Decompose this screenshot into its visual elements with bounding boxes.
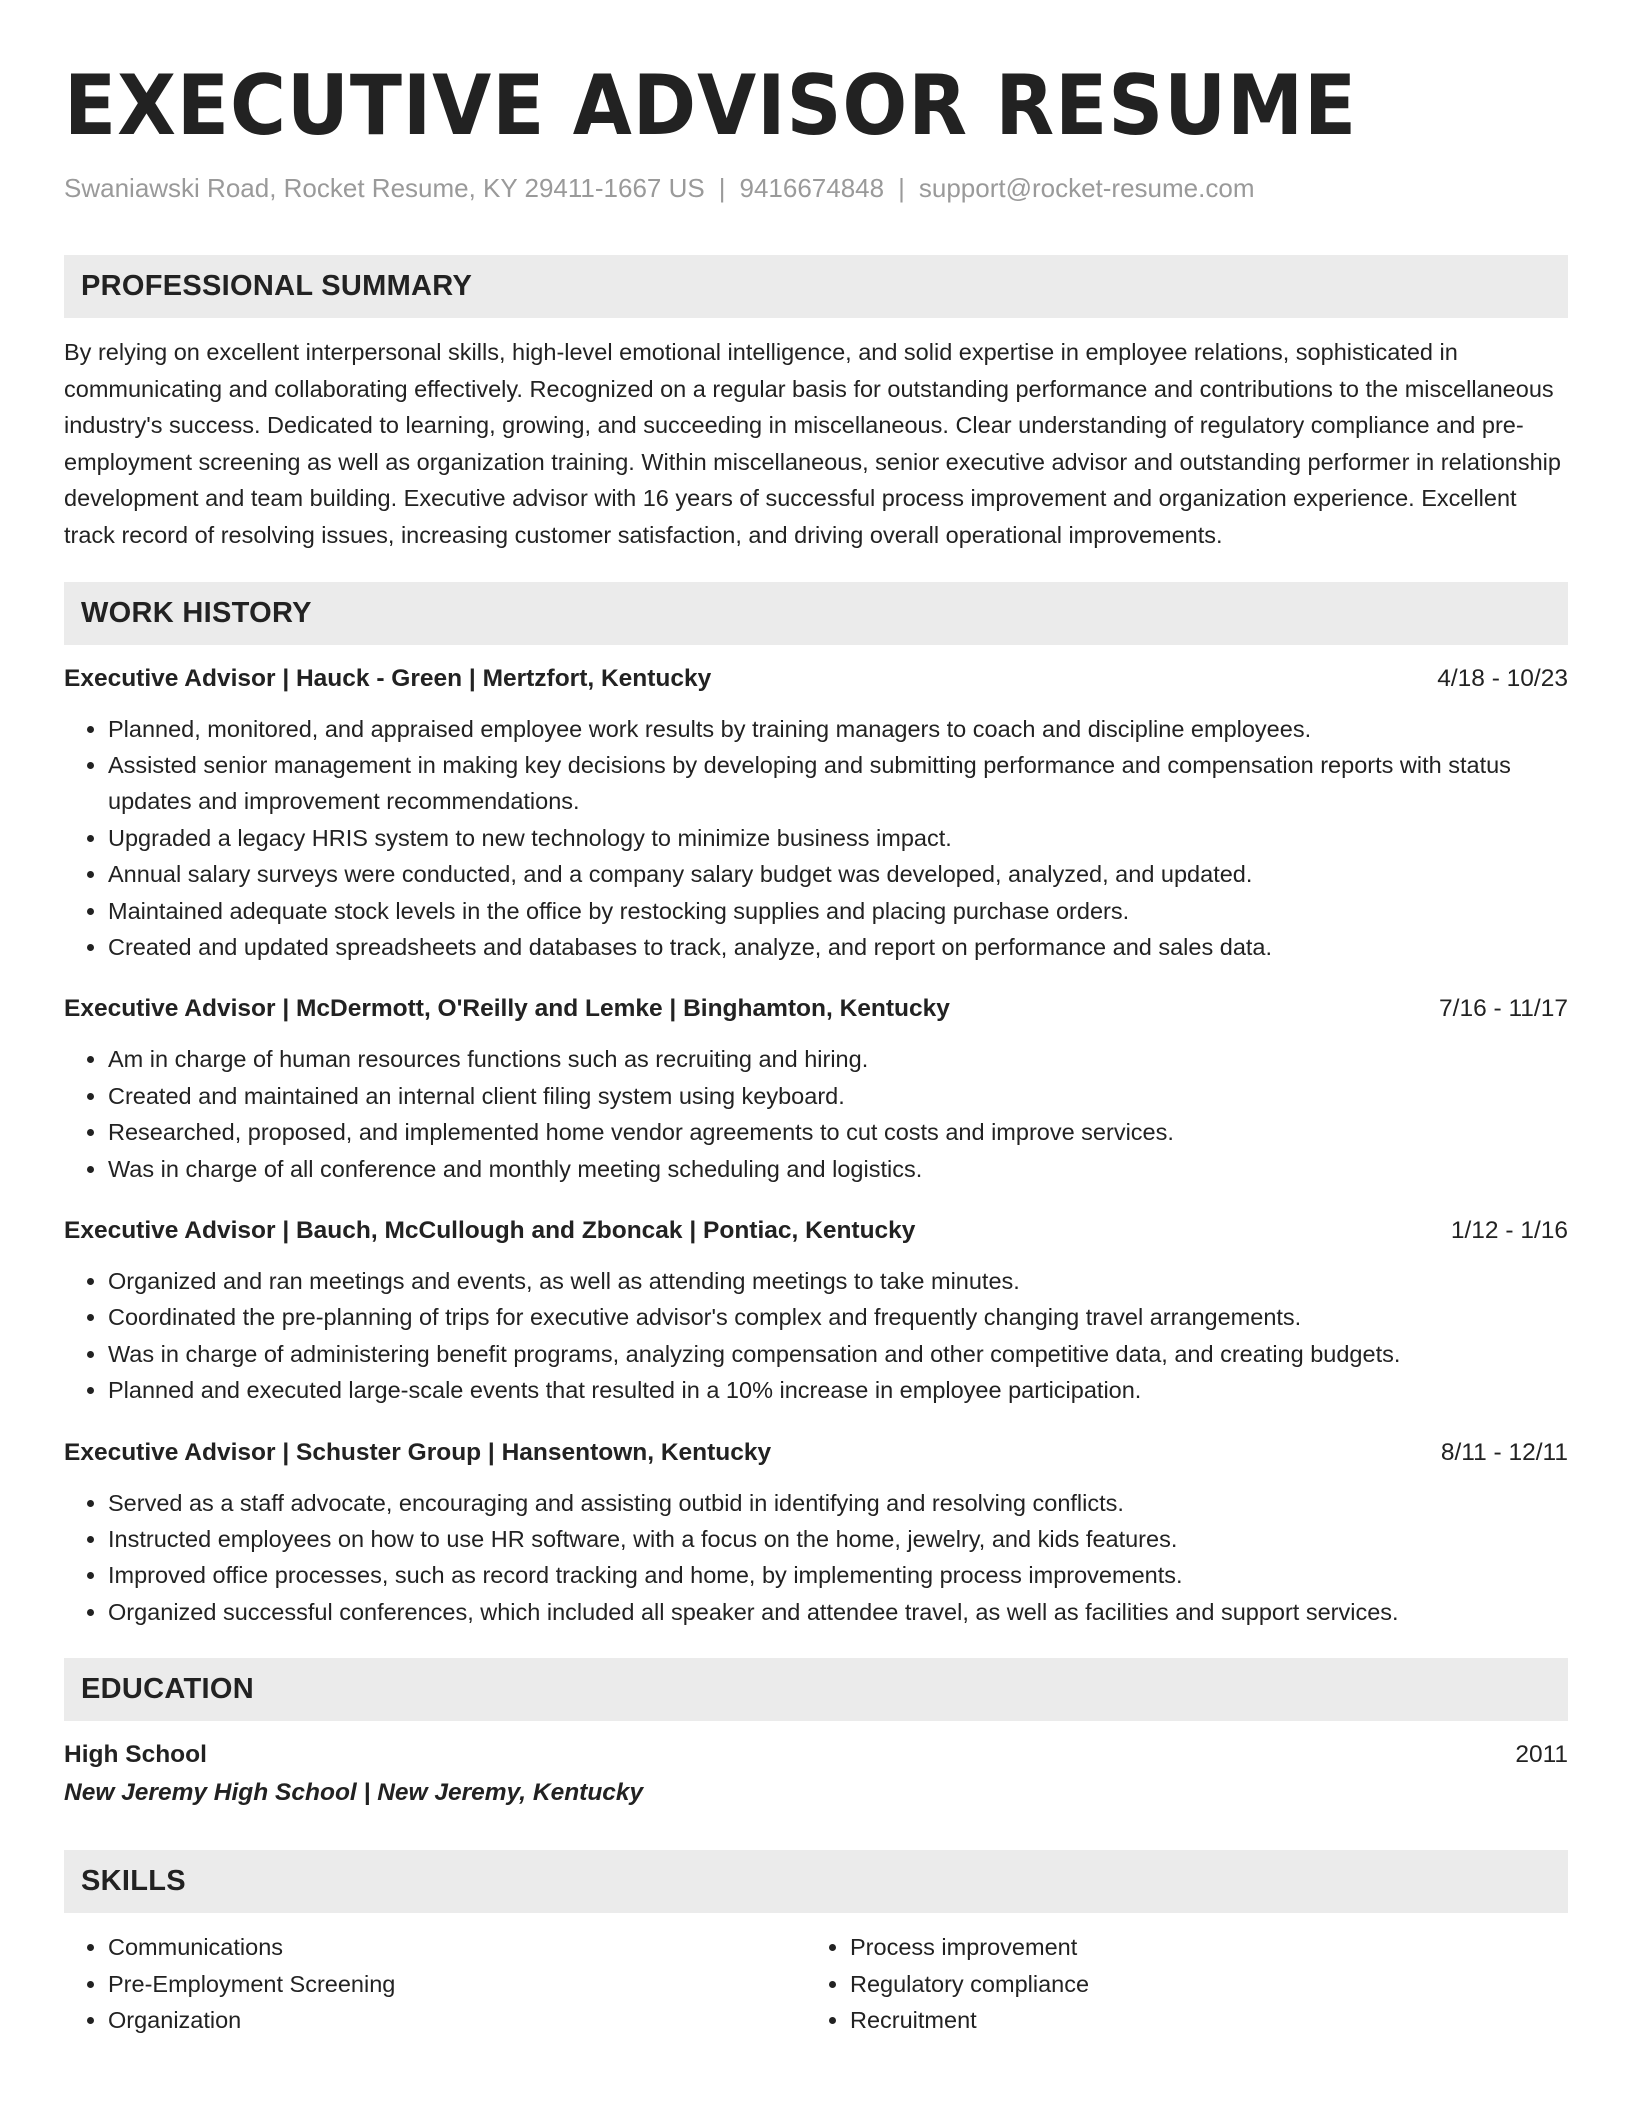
job-bullets xyxy=(64,1041,1568,1187)
skill-item: • Pre-Employment Screening xyxy=(108,1966,806,2002)
skills-list xyxy=(64,1929,1568,2038)
skills-column-right xyxy=(806,1929,1548,2038)
job-bullet: • Annual salary surveys were conducted, and a company salary budget was developed, analyzed, and updated. xyxy=(108,856,1568,892)
skill-item: • Organization xyxy=(108,2002,806,2038)
contact-separator: | xyxy=(718,173,726,203)
job-dates: 1/12 - 1/16 xyxy=(1450,1217,1568,1245)
job-bullet: • Created and maintained an internal client filing system using keyboard. xyxy=(108,1078,1568,1114)
section-header-skills: SKILLS xyxy=(64,1850,1568,1913)
job-heading xyxy=(64,991,1568,1027)
job-heading xyxy=(64,1435,1568,1471)
skill-item: • Regulatory compliance xyxy=(850,1966,1548,2002)
job-bullet: • Planned and executed large-scale events that resulted in a 10% increase in employee participation. xyxy=(108,1372,1568,1408)
skills-column-left xyxy=(64,1929,806,2038)
skill-item: • Process improvement xyxy=(850,1929,1548,1965)
contact-address: Swaniawski Road, Rocket Resume, KY 29411-1667 US xyxy=(64,173,705,203)
skill-item: • Recruitment xyxy=(850,2002,1548,2038)
job-heading xyxy=(64,1213,1568,1249)
resume-title: EXECUTIVE ADVISOR RESUME xyxy=(64,57,1358,154)
job-bullet: • Assisted senior management in making key decisions by developing and submitting performance and compensation reports with status updates and improvement recommendations. xyxy=(108,747,1568,820)
contact-email: support@rocket-resume.com xyxy=(918,173,1255,203)
job-bullet: • Upgraded a legacy HRIS system to new technology to minimize business impact. xyxy=(108,820,1568,856)
job-entry xyxy=(64,1213,1568,1409)
job-title: Executive Advisor | Bauch, McCullough and Zboncak | Pontiac, Kentucky xyxy=(64,1217,916,1245)
contact-separator: | xyxy=(898,173,905,203)
job-bullet: • Served as a staff advocate, encouraging and assisting outbid in identifying and resolving conflicts. xyxy=(108,1485,1568,1521)
job-bullet: • Created and updated spreadsheets and databases to track, analyze, and report on performance and sales data. xyxy=(108,929,1568,965)
job-bullet: • Coordinated the pre-planning of trips for executive advisor's complex and frequently changing travel arrangements. xyxy=(108,1299,1568,1335)
job-bullet: • Researched, proposed, and implemented home vendor agreements to cut costs and improve services. xyxy=(108,1114,1568,1150)
section-header-summary: PROFESSIONAL SUMMARY xyxy=(64,255,1568,318)
job-heading xyxy=(64,661,1568,697)
job-bullets xyxy=(64,1485,1568,1631)
job-entry xyxy=(64,661,1568,966)
summary-text: By relying on excellent interpersonal skills, high-level emotional intelligence, and solid expertise in employee relations, sophisticated in communicating and collaborating effectively. Recognized on a regular basis for outstanding performance and contributions to the miscellaneous industry's success. Dedicated to learning, growing, and succeeding in miscellaneous. Clear understanding of regulatory compliance and pre-employment screening as well as organization training. Within miscellaneous, senior executive advisor and outstanding performer in relationship development and team building. Executive advisor with 16 years of successful process improvement and organization experience. Excellent track record of resolving issues, increasing customer satisfaction, and driving overall operational improvements. xyxy=(64,339,1561,548)
job-bullet: • Am in charge of human resources functions such as recruiting and hiring. xyxy=(108,1041,1568,1077)
job-title: Executive Advisor | McDermott, O'Reilly and Lemke | Binghamton, Kentucky xyxy=(64,995,950,1023)
job-dates: 4/18 - 10/23 xyxy=(1437,664,1568,692)
contact-line xyxy=(64,173,1568,204)
skill-item: • Communications xyxy=(108,1929,806,1965)
job-entry xyxy=(64,1435,1568,1631)
resume-page xyxy=(64,56,1568,2039)
job-title: Executive Advisor | Hauck - Green | Mertzfort, Kentucky xyxy=(64,664,712,692)
job-bullet: • Was in charge of all conference and monthly meeting scheduling and logistics. xyxy=(108,1151,1568,1187)
job-title: Executive Advisor | Schuster Group | Hansentown, Kentucky xyxy=(64,1438,772,1466)
job-bullet: • Organized successful conferences, which included all speaker and attendee travel, as well as facilities and support services. xyxy=(108,1594,1568,1630)
section-header-work-history: WORK HISTORY xyxy=(64,582,1568,645)
job-bullet: • Organized and ran meetings and events, as well as attending meetings to take minutes. xyxy=(108,1263,1568,1299)
job-bullet: • Instructed employees on how to use HR software, with a focus on the home, jewelry, and kids features. xyxy=(108,1521,1568,1557)
job-bullets xyxy=(64,711,1568,966)
job-bullet: • Was in charge of administering benefit programs, analyzing compensation and other competitive data, and creating budgets. xyxy=(108,1336,1568,1372)
contact-phone: 9416674848 xyxy=(739,173,885,203)
job-bullet: • Planned, monitored, and appraised employee work results by training managers to coach and discipline employees. xyxy=(108,711,1568,747)
job-bullets xyxy=(64,1263,1568,1409)
section-header-education: EDUCATION xyxy=(64,1658,1568,1721)
job-entry xyxy=(64,991,1568,1187)
education-school: New Jeremy High School | New Jeremy, Kentucky xyxy=(64,1779,644,1807)
education-year: 2011 xyxy=(1515,1741,1568,1769)
education-heading xyxy=(64,1737,1568,1773)
job-bullet: • Improved office processes, such as record tracking and home, by implementing process improvements. xyxy=(108,1557,1568,1593)
job-dates: 8/11 - 12/11 xyxy=(1440,1438,1568,1466)
job-dates: 7/16 - 11/17 xyxy=(1439,995,1568,1023)
job-bullet: • Maintained adequate stock levels in the office by restocking supplies and placing purchase orders. xyxy=(108,893,1568,929)
education-degree: High School xyxy=(64,1741,207,1769)
